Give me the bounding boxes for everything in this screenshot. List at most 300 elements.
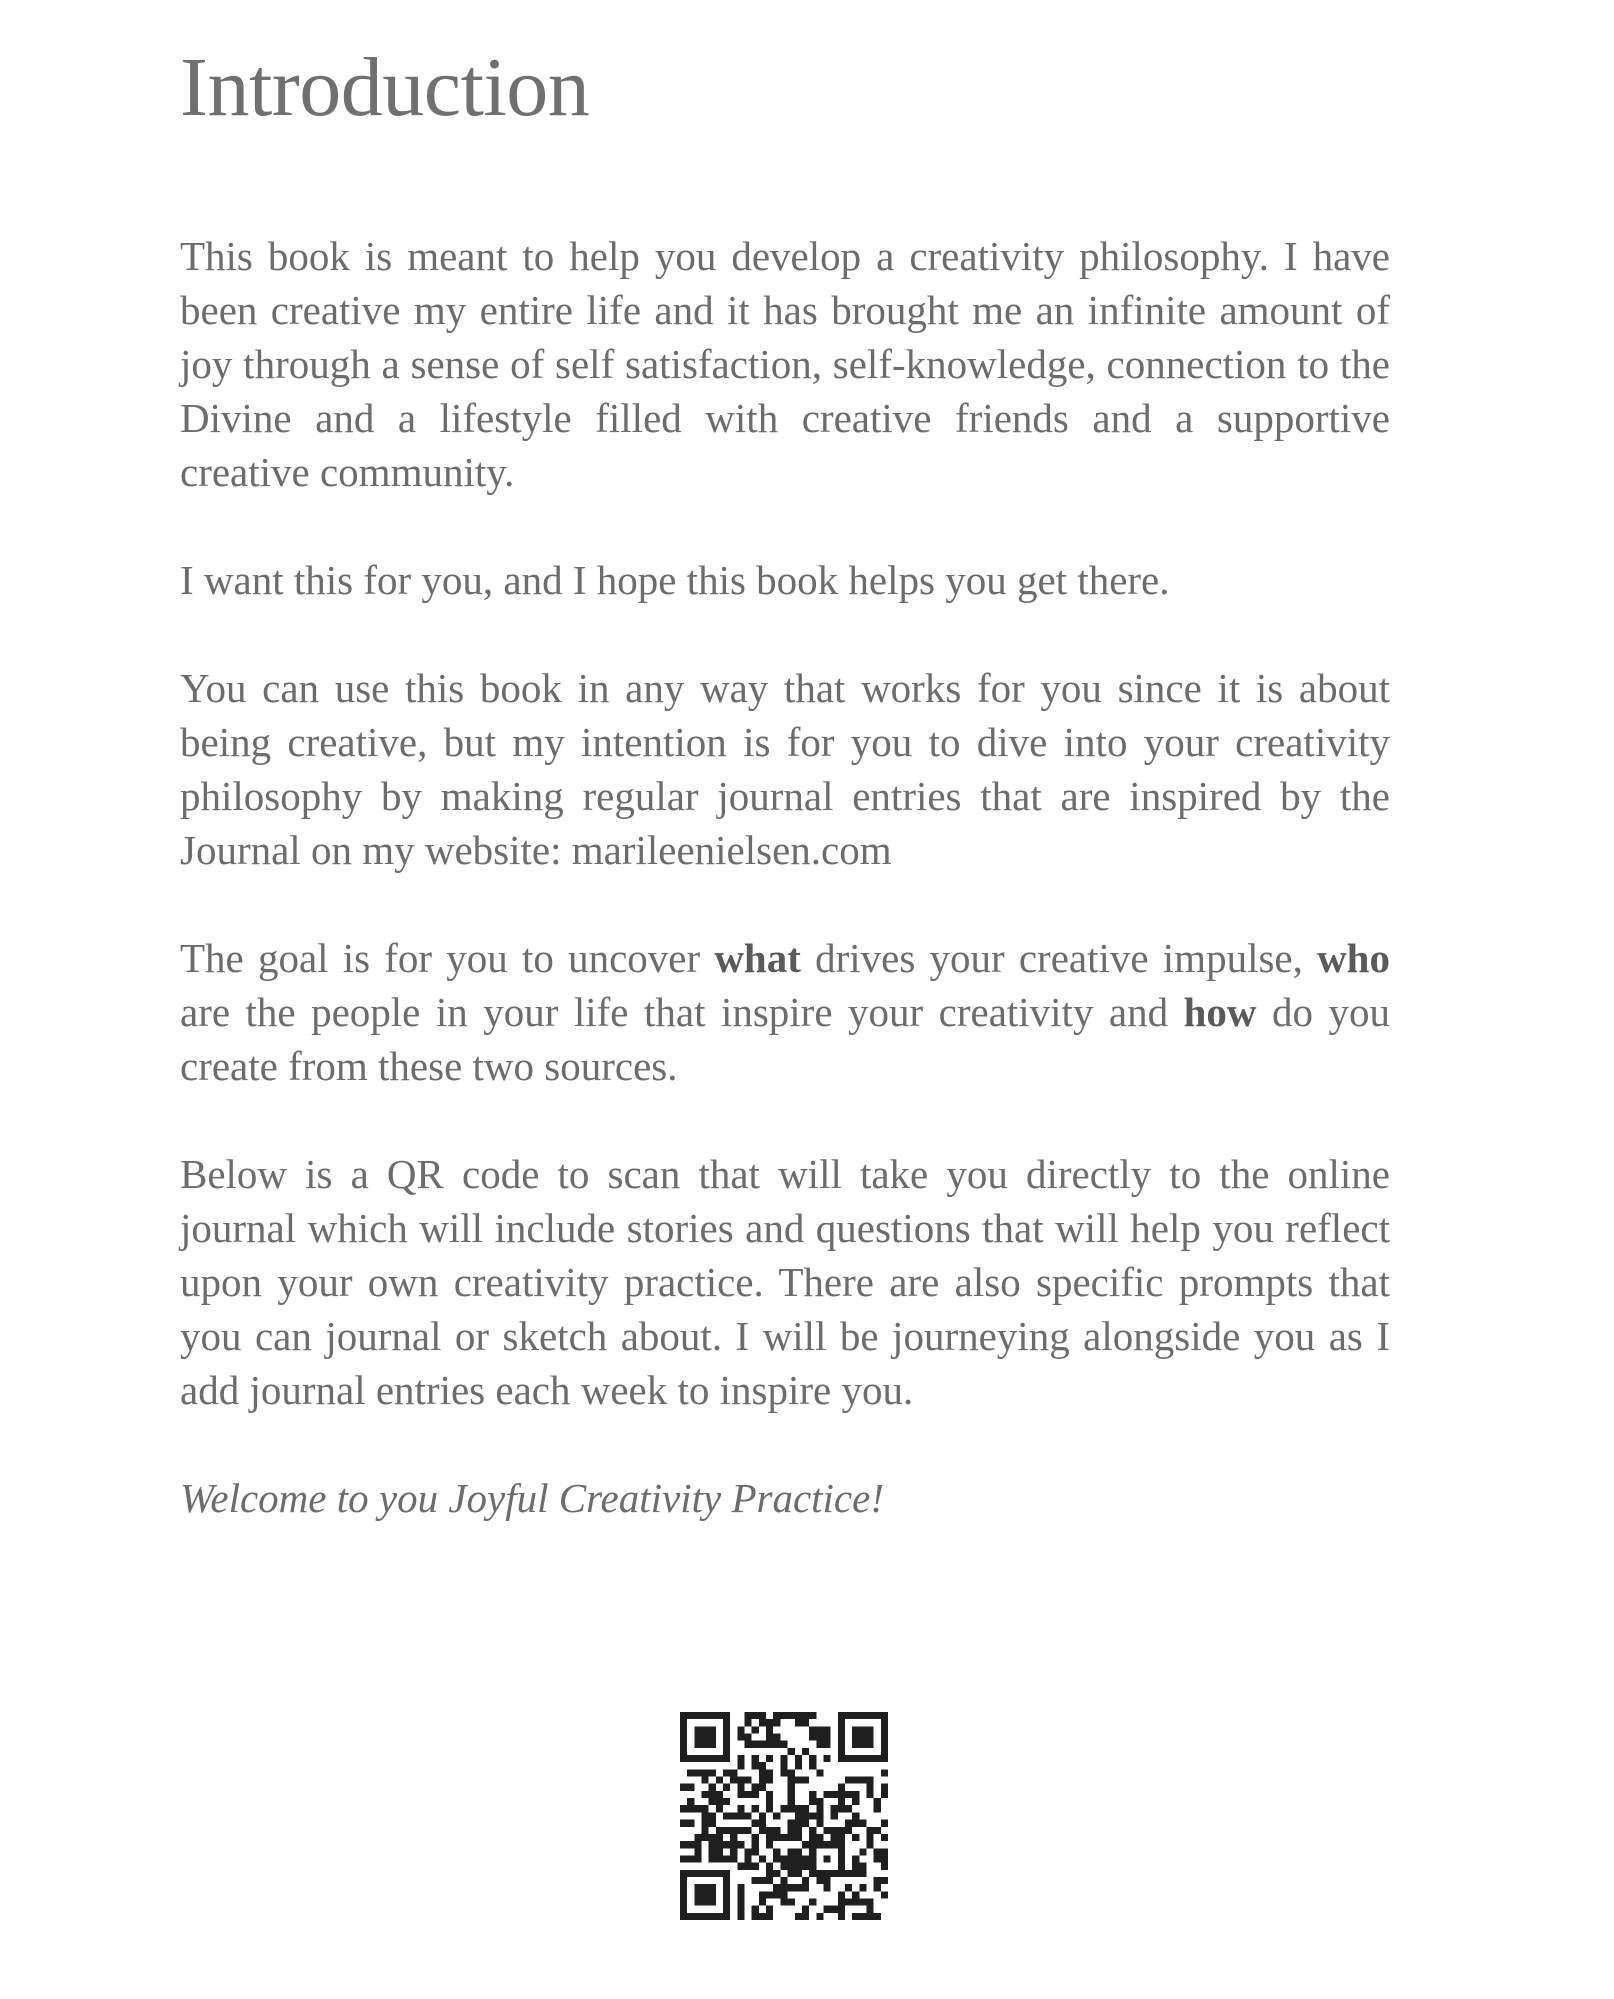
- qr-module: [780, 1741, 787, 1748]
- qr-module: [838, 1719, 845, 1726]
- qr-module: [823, 1906, 830, 1913]
- qr-module: [709, 1734, 716, 1741]
- qr-module: [881, 1784, 888, 1791]
- qr-module: [881, 1863, 888, 1870]
- qr-module: [845, 1777, 852, 1784]
- qr-module: [809, 1841, 816, 1848]
- qr-module: [845, 1898, 852, 1905]
- qr-module: [680, 1891, 687, 1898]
- qr-module: [694, 1855, 701, 1862]
- qr-module: [809, 1827, 816, 1834]
- qr-module: [745, 1855, 752, 1862]
- qr-module: [838, 1848, 845, 1855]
- qr-module: [780, 1855, 787, 1862]
- qr-module: [730, 1848, 737, 1855]
- qr-module: [773, 1848, 780, 1855]
- qr-module: [752, 1848, 759, 1855]
- qr-module: [694, 1884, 701, 1891]
- qr-module: [859, 1848, 866, 1855]
- qr-module: [874, 1884, 881, 1891]
- qr-module: [723, 1906, 730, 1913]
- qr-module: [809, 1834, 816, 1841]
- qr-module: [709, 1841, 716, 1848]
- qr-module: [802, 1812, 809, 1819]
- qr-module: [816, 1726, 823, 1733]
- qr-module: [759, 1784, 766, 1791]
- qr-module: [680, 1855, 687, 1862]
- qr-module: [680, 1741, 687, 1748]
- qr-module: [845, 1791, 852, 1798]
- qr-module: [716, 1870, 723, 1877]
- qr-module: [687, 1870, 694, 1877]
- qr-module: [780, 1834, 787, 1841]
- qr-module: [716, 1798, 723, 1805]
- qr-module: [881, 1791, 888, 1798]
- qr-module: [773, 1719, 780, 1726]
- qr-module: [866, 1784, 873, 1791]
- qr-module: [802, 1855, 809, 1862]
- qr-module: [737, 1863, 744, 1870]
- qr-module: [759, 1769, 766, 1776]
- qr-module: [780, 1863, 787, 1870]
- qr-module: [838, 1784, 845, 1791]
- qr-module: [816, 1734, 823, 1741]
- qr-module: [859, 1734, 866, 1741]
- qr-module: [845, 1827, 852, 1834]
- qr-module: [802, 1913, 809, 1920]
- qr-module: [823, 1726, 830, 1733]
- qr-module: [709, 1870, 716, 1877]
- qr-module: [702, 1791, 709, 1798]
- qr-module: [816, 1870, 823, 1877]
- qr-module: [874, 1913, 881, 1920]
- qr-module: [788, 1748, 795, 1755]
- qr-module: [802, 1841, 809, 1848]
- qr-module: [845, 1755, 852, 1762]
- qr-module: [823, 1884, 830, 1891]
- qr-module: [838, 1748, 845, 1755]
- qr-module: [795, 1777, 802, 1784]
- qr-module: [687, 1820, 694, 1827]
- qr-module: [874, 1848, 881, 1855]
- qr-module: [816, 1913, 823, 1920]
- qr-module: [723, 1841, 730, 1848]
- qr-module: [759, 1891, 766, 1898]
- qr-module: [730, 1812, 737, 1819]
- qr-module: [838, 1755, 845, 1762]
- qr-module: [823, 1734, 830, 1741]
- qr-module: [788, 1884, 795, 1891]
- qr-module: [780, 1877, 787, 1884]
- qr-module: [752, 1906, 759, 1913]
- qr-module: [874, 1755, 881, 1762]
- qr-module: [809, 1863, 816, 1870]
- paragraph-goal: [180, 931, 1390, 1093]
- qr-module: [716, 1755, 723, 1762]
- qr-module: [866, 1726, 873, 1733]
- qr-module: [716, 1712, 723, 1719]
- qr-module: [795, 1755, 802, 1762]
- qr-module: [866, 1734, 873, 1741]
- qr-module: [694, 1741, 701, 1748]
- qr-module: [773, 1812, 780, 1819]
- qr-module: [852, 1741, 859, 1748]
- qr-module: [737, 1805, 744, 1812]
- qr-module: [737, 1812, 744, 1819]
- qr-module: [730, 1841, 737, 1848]
- qr-module: [680, 1719, 687, 1726]
- qr-module: [881, 1748, 888, 1755]
- qr-module: [802, 1877, 809, 1884]
- qr-module: [874, 1877, 881, 1884]
- qr-module: [788, 1827, 795, 1834]
- qr-module: [702, 1891, 709, 1898]
- qr-module: [759, 1898, 766, 1905]
- qr-module: [723, 1913, 730, 1920]
- qr-module: [838, 1855, 845, 1862]
- qr-module: [809, 1734, 816, 1741]
- qr-module: [838, 1805, 845, 1812]
- qr-module: [838, 1863, 845, 1870]
- qr-module: [716, 1791, 723, 1798]
- qr-module: [766, 1719, 773, 1726]
- qr-module: [766, 1870, 773, 1877]
- qr-module: [752, 1820, 759, 1827]
- qr-module: [766, 1906, 773, 1913]
- qr-module: [795, 1884, 802, 1891]
- qr-module: [881, 1891, 888, 1898]
- qr-module: [795, 1762, 802, 1769]
- qr-module: [759, 1855, 766, 1862]
- qr-module: [788, 1855, 795, 1862]
- qr-module: [881, 1734, 888, 1741]
- qr-module: [845, 1820, 852, 1827]
- qr-module: [702, 1712, 709, 1719]
- qr-module: [780, 1712, 787, 1719]
- qr-module: [773, 1870, 780, 1877]
- qr-module: [752, 1784, 759, 1791]
- qr-module: [702, 1726, 709, 1733]
- qr-module: [816, 1812, 823, 1819]
- qr-module: [788, 1777, 795, 1784]
- paragraph-intro: This book is meant to help you develop a creativity philosophy. I have been creative my entire life and it has brought me an infinite amount of joy through a sense of self satisfaction, self-knowledge, connection to the Divine and a lifestyle filled with creative friends and a supportive creative community.: [180, 233, 1390, 496]
- qr-module: [866, 1755, 873, 1762]
- qr-module: [766, 1798, 773, 1805]
- qr-module: [809, 1898, 816, 1905]
- qr-module: [795, 1827, 802, 1834]
- qr-module: [780, 1755, 787, 1762]
- qr-module: [788, 1834, 795, 1841]
- goal-text-3: are the people in your life that inspire your creativity and: [180, 989, 1184, 1036]
- qr-module: [766, 1841, 773, 1848]
- qr-module: [795, 1812, 802, 1819]
- goal-how: how: [1183, 989, 1257, 1036]
- qr-module: [874, 1855, 881, 1862]
- qr-module: [752, 1741, 759, 1748]
- qr-module: [752, 1841, 759, 1848]
- qr-module: [759, 1877, 766, 1884]
- qr-module: [737, 1777, 744, 1784]
- qr-module: [831, 1870, 838, 1877]
- qr-module: [716, 1827, 723, 1834]
- qr-module: [831, 1906, 838, 1913]
- qr-module: [759, 1762, 766, 1769]
- qr-module: [795, 1719, 802, 1726]
- qr-module: [809, 1798, 816, 1805]
- qr-module: [680, 1805, 687, 1812]
- qr-module: [702, 1734, 709, 1741]
- qr-module: [831, 1791, 838, 1798]
- qr-module: [866, 1791, 873, 1798]
- qr-module: [709, 1834, 716, 1841]
- qr-module: [709, 1741, 716, 1748]
- qr-module: [773, 1855, 780, 1862]
- qr-module: [788, 1791, 795, 1798]
- qr-module: [816, 1820, 823, 1827]
- qr-module: [809, 1848, 816, 1855]
- qr-module: [766, 1777, 773, 1784]
- qr-module: [709, 1855, 716, 1862]
- qr-module: [752, 1863, 759, 1870]
- qr-module: [874, 1798, 881, 1805]
- qr-module: [694, 1769, 701, 1776]
- qr-module: [780, 1891, 787, 1898]
- qr-module: [687, 1798, 694, 1805]
- qr-module: [866, 1741, 873, 1748]
- qr-module: [838, 1891, 845, 1898]
- qr-module: [737, 1898, 744, 1905]
- qr-module: [745, 1719, 752, 1726]
- qr-module: [831, 1841, 838, 1848]
- qr-module: [737, 1841, 744, 1848]
- qr-module: [881, 1741, 888, 1748]
- qr-module: [795, 1820, 802, 1827]
- qr-module: [809, 1812, 816, 1819]
- qr-module: [709, 1712, 716, 1719]
- qr-module: [752, 1712, 759, 1719]
- qr-module: [759, 1827, 766, 1834]
- qr-module: [759, 1719, 766, 1726]
- qr-module: [723, 1712, 730, 1719]
- qr-module: [759, 1741, 766, 1748]
- qr-module: [816, 1805, 823, 1812]
- qr-module: [852, 1891, 859, 1898]
- qr-module: [766, 1877, 773, 1884]
- qr-module: [737, 1755, 744, 1762]
- qr-module: [730, 1769, 737, 1776]
- qr-module: [838, 1791, 845, 1798]
- qr-module: [866, 1712, 873, 1719]
- qr-module: [838, 1841, 845, 1848]
- qr-module: [773, 1834, 780, 1841]
- paragraph-welcome: Welcome to you Joyful Creativity Practice!: [180, 1475, 884, 1522]
- qr-module: [723, 1877, 730, 1884]
- qr-module: [694, 1805, 701, 1812]
- qr-module: [802, 1863, 809, 1870]
- qr-module: [823, 1877, 830, 1884]
- qr-module: [823, 1841, 830, 1848]
- qr-module: [737, 1913, 744, 1920]
- qr-module: [737, 1906, 744, 1913]
- qr-module: [709, 1884, 716, 1891]
- qr-module: [816, 1834, 823, 1841]
- qr-module: [802, 1748, 809, 1755]
- qr-module: [694, 1913, 701, 1920]
- qr-module: [702, 1870, 709, 1877]
- qr-module: [694, 1755, 701, 1762]
- qr-module: [773, 1734, 780, 1741]
- goal-who: who: [1317, 935, 1390, 982]
- qr-module: [680, 1841, 687, 1848]
- qr-module: [881, 1719, 888, 1726]
- qr-module: [859, 1898, 866, 1905]
- qr-module: [694, 1834, 701, 1841]
- qr-module: [723, 1898, 730, 1905]
- qr-module: [809, 1870, 816, 1877]
- qr-module: [737, 1784, 744, 1791]
- qr-module: [773, 1827, 780, 1834]
- qr-module: [745, 1712, 752, 1719]
- qr-module: [809, 1855, 816, 1862]
- goal-text-2: drives your creative impulse,: [800, 935, 1318, 982]
- qr-module: [745, 1777, 752, 1784]
- qr-module: [795, 1855, 802, 1862]
- qr-module: [766, 1827, 773, 1834]
- qr-module: [702, 1755, 709, 1762]
- qr-module: [759, 1820, 766, 1827]
- qr-module: [831, 1827, 838, 1834]
- qr-module: [745, 1863, 752, 1870]
- qr-module: [838, 1827, 845, 1834]
- qr-module: [709, 1848, 716, 1855]
- qr-module: [687, 1805, 694, 1812]
- qr-module: [823, 1791, 830, 1798]
- qr-module: [852, 1863, 859, 1870]
- qr-module: [702, 1812, 709, 1819]
- qr-module: [809, 1755, 816, 1762]
- qr-module: [852, 1798, 859, 1805]
- qr-module: [852, 1791, 859, 1798]
- qr-module: [687, 1841, 694, 1848]
- qr-module: [709, 1812, 716, 1819]
- qr-module: [788, 1870, 795, 1877]
- qr-module: [737, 1726, 744, 1733]
- qr-module: [838, 1870, 845, 1877]
- qr-module: [852, 1820, 859, 1827]
- qr-module: [709, 1726, 716, 1733]
- qr-module: [852, 1913, 859, 1920]
- qr-module: [788, 1820, 795, 1827]
- qr-module: [687, 1769, 694, 1776]
- qr-module: [831, 1805, 838, 1812]
- qr-module: [845, 1712, 852, 1719]
- qr-module: [816, 1841, 823, 1848]
- qr-module: [866, 1777, 873, 1784]
- qr-module: [702, 1769, 709, 1776]
- qr-module: [838, 1906, 845, 1913]
- qr-module: [766, 1834, 773, 1841]
- qr-module: [687, 1712, 694, 1719]
- qr-module: [802, 1884, 809, 1891]
- qr-module: [680, 1712, 687, 1719]
- qr-module: [838, 1741, 845, 1748]
- page-title: Introduction: [180, 41, 590, 134]
- qr-module: [816, 1798, 823, 1805]
- qr-module: [852, 1726, 859, 1733]
- qr-module: [866, 1906, 873, 1913]
- qr-module: [866, 1913, 873, 1920]
- qr-module: [773, 1712, 780, 1719]
- qr-module: [680, 1877, 687, 1884]
- qr-module: [680, 1906, 687, 1913]
- goal-text-1: The goal is for you to uncover: [180, 935, 715, 982]
- qr-module: [773, 1891, 780, 1898]
- qr-module: [702, 1834, 709, 1841]
- qr-module: [694, 1848, 701, 1855]
- qr-module: [723, 1748, 730, 1755]
- qr-module: [723, 1741, 730, 1748]
- qr-module: [723, 1755, 730, 1762]
- qr-module: [795, 1913, 802, 1920]
- qr-module: [730, 1834, 737, 1841]
- qr-module: [852, 1834, 859, 1841]
- qr-module: [752, 1877, 759, 1884]
- qr-module: [702, 1898, 709, 1905]
- qr-module: [823, 1870, 830, 1877]
- qr-module: [816, 1741, 823, 1748]
- qr-module: [716, 1855, 723, 1862]
- qr-module: [881, 1769, 888, 1776]
- qr-module: [859, 1870, 866, 1877]
- qr-module: [852, 1734, 859, 1741]
- qr-module: [795, 1834, 802, 1841]
- qr-module: [859, 1863, 866, 1870]
- qr-module: [759, 1777, 766, 1784]
- qr-module: [881, 1855, 888, 1862]
- qr-module: [795, 1712, 802, 1719]
- qr-module: [852, 1777, 859, 1784]
- qr-module: [866, 1827, 873, 1834]
- qr-module: [788, 1798, 795, 1805]
- qr-module: [723, 1884, 730, 1891]
- qr-module: [702, 1827, 709, 1834]
- qr-module: [694, 1898, 701, 1905]
- qr-module: [780, 1762, 787, 1769]
- qr-code-icon: [680, 1712, 888, 1920]
- qr-module: [773, 1884, 780, 1891]
- qr-module: [687, 1913, 694, 1920]
- qr-module: [838, 1798, 845, 1805]
- qr-module: [737, 1827, 744, 1834]
- qr-module: [759, 1712, 766, 1719]
- qr-module: [881, 1820, 888, 1827]
- qr-module: [845, 1884, 852, 1891]
- qr-module: [737, 1884, 744, 1891]
- qr-module: [780, 1884, 787, 1891]
- qr-module: [795, 1863, 802, 1870]
- qr-module: [680, 1898, 687, 1905]
- qr-module: [723, 1719, 730, 1726]
- qr-module: [802, 1820, 809, 1827]
- qr-module: [766, 1863, 773, 1870]
- qr-module: [737, 1791, 744, 1798]
- qr-module: [687, 1784, 694, 1791]
- qr-module: [680, 1884, 687, 1891]
- qr-module: [859, 1884, 866, 1891]
- qr-module: [737, 1734, 744, 1741]
- paragraph-qr-description: Below is a QR code to scan that will take you directly to the online journal which will include stories and questions that will help you reflect upon your own creativity practice. There are also specific prompts that you can journal or sketch about. I will be journeying alongside you as I add journal entries each week to inspire you.: [180, 1151, 1390, 1414]
- qr-module: [788, 1769, 795, 1776]
